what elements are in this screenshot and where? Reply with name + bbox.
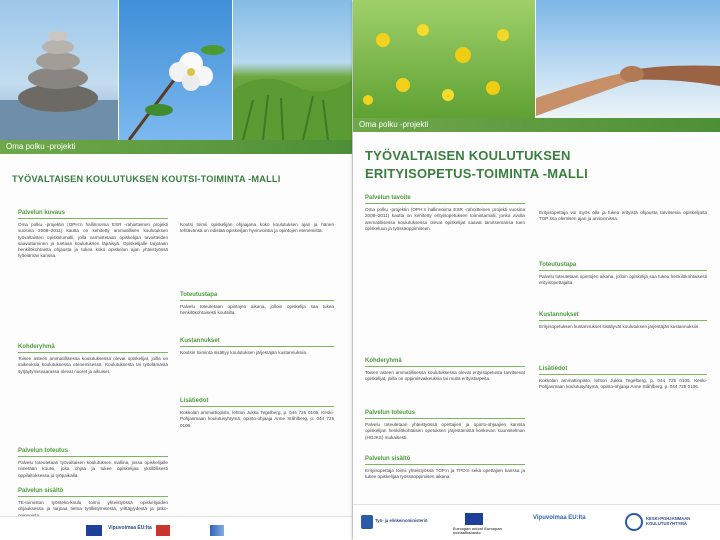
wave-logo-icon — [210, 525, 224, 536]
brochure-left — [0, 0, 352, 540]
right-c2-b0: Erityisopettaja voi myös olla ja tukea erityistä ohjausta tarvitsevia opiskelijoita TOP:ssa olemisen ajan ja arvioinnissa. — [539, 210, 707, 222]
left-footer — [0, 516, 352, 540]
ministry-logo-icon — [361, 515, 373, 529]
right-c1-b0: Oma polku -projektin (OPH:n hallinnoima ESR -rahoitteinen projekti vuosina 2008–2011) kautta on kehitetty erityisopetuksen toimintamalli, jonka avulla ammatillisessa koulutuksessa olevat opiskelijat saavat tarvitsemansa tuen opiskeluun ja työssäoppimiseen. — [365, 207, 525, 231]
right-c1-b3: Erityisopettaja toimii yhteistyössä TOP:n ja TPO:n sekä opettajien kanssa ja tukee opiskelijaa työssäoppimisen aikana. — [365, 468, 525, 480]
ministry-logo-text: Työ- ja elinkeinoministeriö — [375, 518, 428, 523]
dandelion-field-image — [353, 0, 535, 118]
right-c1-r2 — [365, 418, 525, 419]
right-c2-h2: Kustannukset — [539, 312, 579, 318]
right-c2-h3: Lisätiedot — [539, 366, 568, 372]
left-c1-b2: Palvelu toteutetaan työvaltaisen koulutuksen mallina, jossa opiskelijalle nimetään koutsi, joka ohjaa ja tukee opiskelijaa yksilöllisesti oppilaitoksessa ja työpaikalla. — [18, 460, 168, 478]
right-c1-h0: Palvelun tavoite — [365, 195, 411, 201]
eu-flag-right-icon — [465, 513, 483, 525]
hands-photo — [536, 0, 720, 118]
left-c2-h3: Lisätiedot — [180, 398, 209, 404]
left-c1-b1: Toisen asteen ammatillisessa koulutuksessa olevat opiskelijat, joilla on vaikeuksia koulutuksessa etenemisessä. Koulutuksesta tai työelämästä syrjäytymisvaarassa olevat nuoret ja aikuiset. — [18, 356, 168, 374]
right-c1-h1: Kohderyhmä — [365, 358, 402, 364]
right-c1-r3 — [365, 464, 525, 465]
left-c1-b3: TE-toimiston työnteko-koulu toimii yhteistyössä opiskelijoiden ohjauksessa ja tarjoaa tietoa työllistymisestä, yrittäjyydestä ja jatko- — [18, 500, 168, 512]
grass-photo — [233, 0, 352, 140]
right-c2-h1: Toteutustapa — [539, 262, 577, 268]
left-vipuvoimaa-logo: Vipuvoimaa EU:lta — [108, 525, 152, 531]
blossom-image — [119, 0, 232, 140]
left-c1-r0 — [18, 218, 168, 219]
left-c1-b0: Oma polku -projektin (OPH:n hallinnoima ESR -rahoitteinen projekti vuosina 2008–2011) kautta on kehitetty ammatillisen koulutuksen työvaltaisten opiskelumalli, jolla varmistetaan opiskelijan tavoitteiden saavuttaminen ja tuetaan koulutuksen läpäisyä. Opiskelijalle tarjotaan henkilökohtaista ohjausta ja tukea koko opiskelun ajan yhteistyössä työelämän kanssa. — [18, 222, 168, 259]
right-c2-b2: Erityisopetuksen kustannukset sisältyvät koulutuksen järjestäjän kustannuksiin. — [539, 324, 700, 329]
right-c2-b3: Kokkolan ammattiopisto, lehtori Jukka Tegelberg, p. 044 725 0105. Keski-Pohjanmaan koulutusyhtymä, opinto-ohjaaja Anne Ståhlberg, p. 044 725 0106. — [539, 378, 707, 390]
left-c2-b0: Koutsi toimii opiskelijan ohjaajana koko koulutuksen ajan ja hänen tehtävänsä on edistää opiskelijan hyvinvointia ja opintojen etenemistä. — [180, 222, 334, 234]
dandelion-photo — [353, 0, 535, 118]
right-c1-h3: Palvelun sisältö — [365, 456, 411, 462]
left-c1-h1: Kohderyhmä — [18, 344, 55, 350]
left-c1-r3 — [18, 496, 168, 497]
esr-logo-text: Euroopan unioni Euroopan sosiaalirahasto — [453, 527, 502, 535]
project-band-right: Oma polku -projekti — [353, 118, 720, 132]
grass-image — [233, 0, 352, 140]
vipuvoimaa-logo-text: Vipuvoimaa EU:lta — [533, 515, 586, 521]
stones-photo — [0, 0, 118, 140]
right-c2-b1: Palvelu toteutetaan opintojen aikana, jolloin opiskelija saa tukea henkilökohtaisesti erityisopettajalta. — [539, 274, 707, 286]
left-c1-r2 — [18, 456, 168, 457]
red-logo-icon — [156, 525, 170, 536]
left-c1-h2: Palvelun toteutus — [18, 448, 69, 454]
left-c1-h0: Palvelun kuvaus — [18, 210, 66, 216]
blossom-photo — [119, 0, 232, 140]
left-c2-h2: Kustannukset — [180, 338, 220, 344]
left-c1-r1 — [18, 352, 168, 353]
project-band: Oma polku -projekti — [0, 140, 352, 154]
right-c2-r3 — [539, 374, 707, 375]
left-title: TYÖVALTAISEN KOULUTUKSEN KOUTSI-TOIMINTA -MALLI — [12, 174, 281, 184]
right-c1-h2: Palvelun toteutus — [365, 410, 416, 416]
left-c2-r1 — [180, 300, 334, 301]
kpedu-logo-icon — [625, 513, 643, 531]
brochure-right — [353, 0, 720, 540]
joined-hands-image — [536, 0, 720, 118]
right-title-line1: TYÖVALTAISEN KOULUTUKSEN — [365, 148, 571, 163]
right-title-line2: ERITYISOPETUS-TOIMINTA -MALLI — [365, 166, 588, 181]
right-c2-r2 — [539, 320, 707, 321]
right-c1-r1 — [365, 366, 525, 367]
right-c1-r0 — [365, 203, 525, 204]
left-c1-h3: Palvelun sisältö — [18, 488, 64, 494]
left-c2-r3 — [180, 406, 334, 407]
left-c2-b1: Palvelu toteutetaan opintojen aikana, jolloin opiskelija saa tukea henkilökohtaisesti koutsilta. — [180, 304, 334, 316]
right-c2-r1 — [539, 270, 707, 271]
stacked-stones-image — [0, 0, 118, 140]
eu-flag-icon — [86, 525, 102, 536]
left-c2-r2 — [180, 346, 334, 347]
right-c1-b2: Palvelu toteutetaan yhteistyössä opettajien ja opinto-ohjaajien kanssa opiskelijan henkilökohtaisen opetuksen järjestämistä koskevan suunnitelman (HOJKS) mukaisesti. — [365, 422, 525, 440]
left-c2-b2: Koutsin toiminta sisältyy koulutuksen järjestäjän kustannuksiin. — [180, 350, 308, 355]
left-c2-b3: Kokkolan ammattiopisto, lehtori Jukka Tegelberg, p. 044 725 0105. Keski-Pohjanmaan koulutusyhtymä, opinto-ohjaaja Anne Ståhlberg, p. 044 725 0106. — [180, 410, 334, 428]
right-footer — [353, 504, 720, 540]
left-c2-h1: Toteutustapa — [180, 292, 218, 298]
kpedu-logo-text: KESKI-POHJANMAAN KOULUTUSYHTYMÄ — [646, 516, 691, 526]
right-c1-b1: Toisen asteen ammatillisessa koulutuksessa olevat erityisopetusta tarvitsevat opiskelijat, joilla on oppimisvaikeuksia tai muita erityistarpeita. — [365, 370, 525, 382]
